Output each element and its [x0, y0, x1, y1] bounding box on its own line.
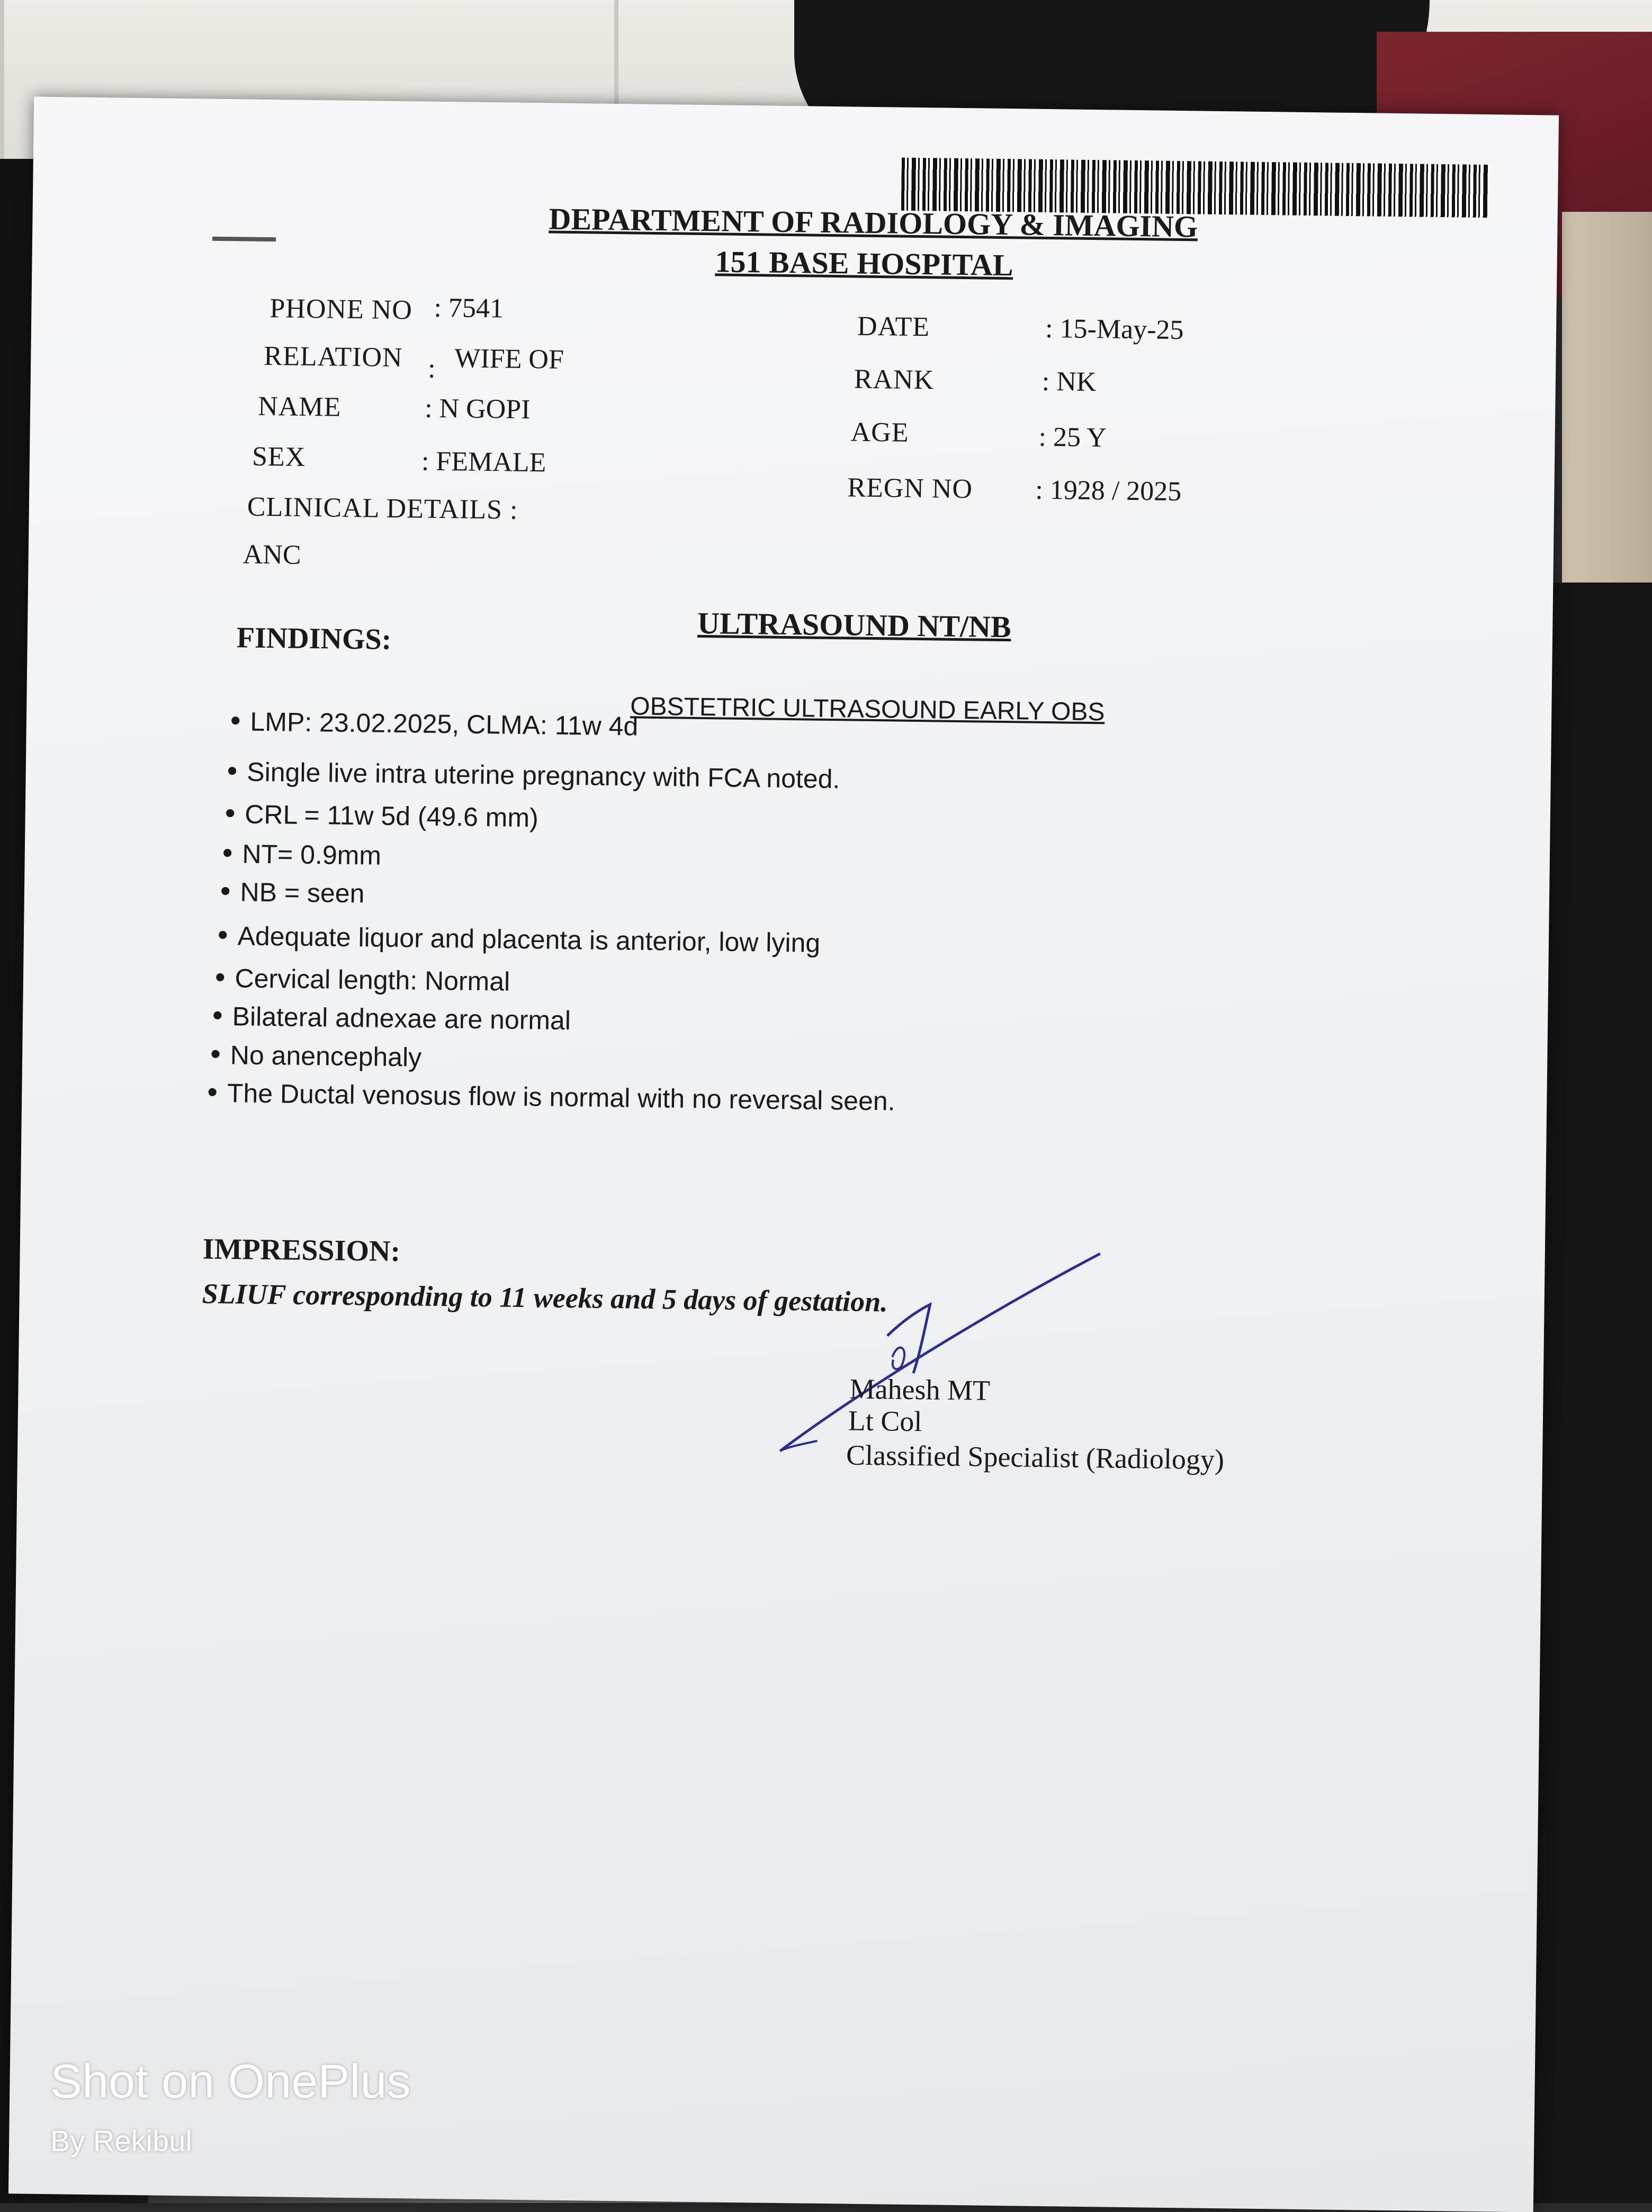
- findings-heading: FINDINGS:: [236, 621, 392, 656]
- radiology-report-sheet: [8, 97, 1559, 2212]
- camera-watermark: Shot on OnePlus: [50, 2055, 411, 2108]
- phone-value: : 7541: [434, 292, 504, 324]
- finding-item: • No anencephaly: [210, 1036, 422, 1073]
- finding-item: • Single live intra uterine pregnancy with FCA noted.: [227, 753, 840, 795]
- finding-item: • CRL = 11w 5d (49.6 mm): [225, 795, 538, 834]
- age-label: AGE: [850, 417, 909, 448]
- corner-mark: [212, 237, 276, 241]
- relation-value: WIFE OF: [454, 343, 564, 375]
- impression-text: SLIUF corresponding to 11 weeks and 5 days of gestation.: [202, 1277, 888, 1318]
- name-label: NAME: [257, 391, 342, 423]
- finding-item: • Bilateral adnexae are normal: [212, 998, 571, 1036]
- name-value: : N GOPI: [424, 393, 531, 425]
- clinical-details-label: CLINICAL DETAILS :: [247, 491, 518, 525]
- clinical-details-value: ANC: [243, 539, 301, 570]
- finding-item: • NT= 0.9mm: [222, 835, 381, 872]
- rank-value: : NK: [1042, 366, 1097, 398]
- regn-label: REGN NO: [847, 472, 973, 505]
- relation-label: RELATION: [263, 341, 403, 373]
- date-value: : 15-May-25: [1045, 313, 1184, 346]
- finding-item: • LMP: 23.02.2025, CLMA: 11w 4d: [230, 703, 639, 742]
- signatory-name: Mahesh MT: [849, 1373, 991, 1407]
- impression-heading: IMPRESSION:: [202, 1232, 401, 1268]
- finding-item: • The Ductal venosus flow is normal with no reversal seen.: [207, 1074, 895, 1117]
- sex-label: SEX: [252, 441, 306, 472]
- department-title: DEPARTMENT OF RADIOLOGY & IMAGING: [549, 201, 1198, 244]
- hospital-title: 151 BASE HOSPITAL: [715, 244, 1013, 283]
- rank-label: RANK: [854, 364, 935, 396]
- handwritten-signature: [769, 1239, 1111, 1466]
- signatory-rank: Lt Col: [848, 1404, 922, 1438]
- phone-label: PHONE NO: [270, 293, 413, 326]
- signatory-title: Classified Specialist (Radiology): [846, 1439, 1225, 1476]
- finding-item: • NB = seen: [220, 873, 365, 909]
- regn-value: : 1928 / 2025: [1035, 474, 1182, 507]
- finding-item: • Adequate liquor and placenta is anterior, low lying: [218, 917, 821, 959]
- age-value: : 25 Y: [1038, 422, 1107, 453]
- study-title: ULTRASOUND NT/NB: [697, 605, 1012, 644]
- sex-value: : FEMALE: [421, 446, 546, 478]
- study-subtitle: OBSTETRIC ULTRASOUND EARLY OBS: [630, 692, 1105, 727]
- date-label: DATE: [857, 311, 930, 343]
- finding-item: • Cervical length: Normal: [215, 960, 510, 998]
- relation-colon: :: [427, 353, 436, 384]
- camera-watermark-author: By Rekibul: [50, 2124, 192, 2157]
